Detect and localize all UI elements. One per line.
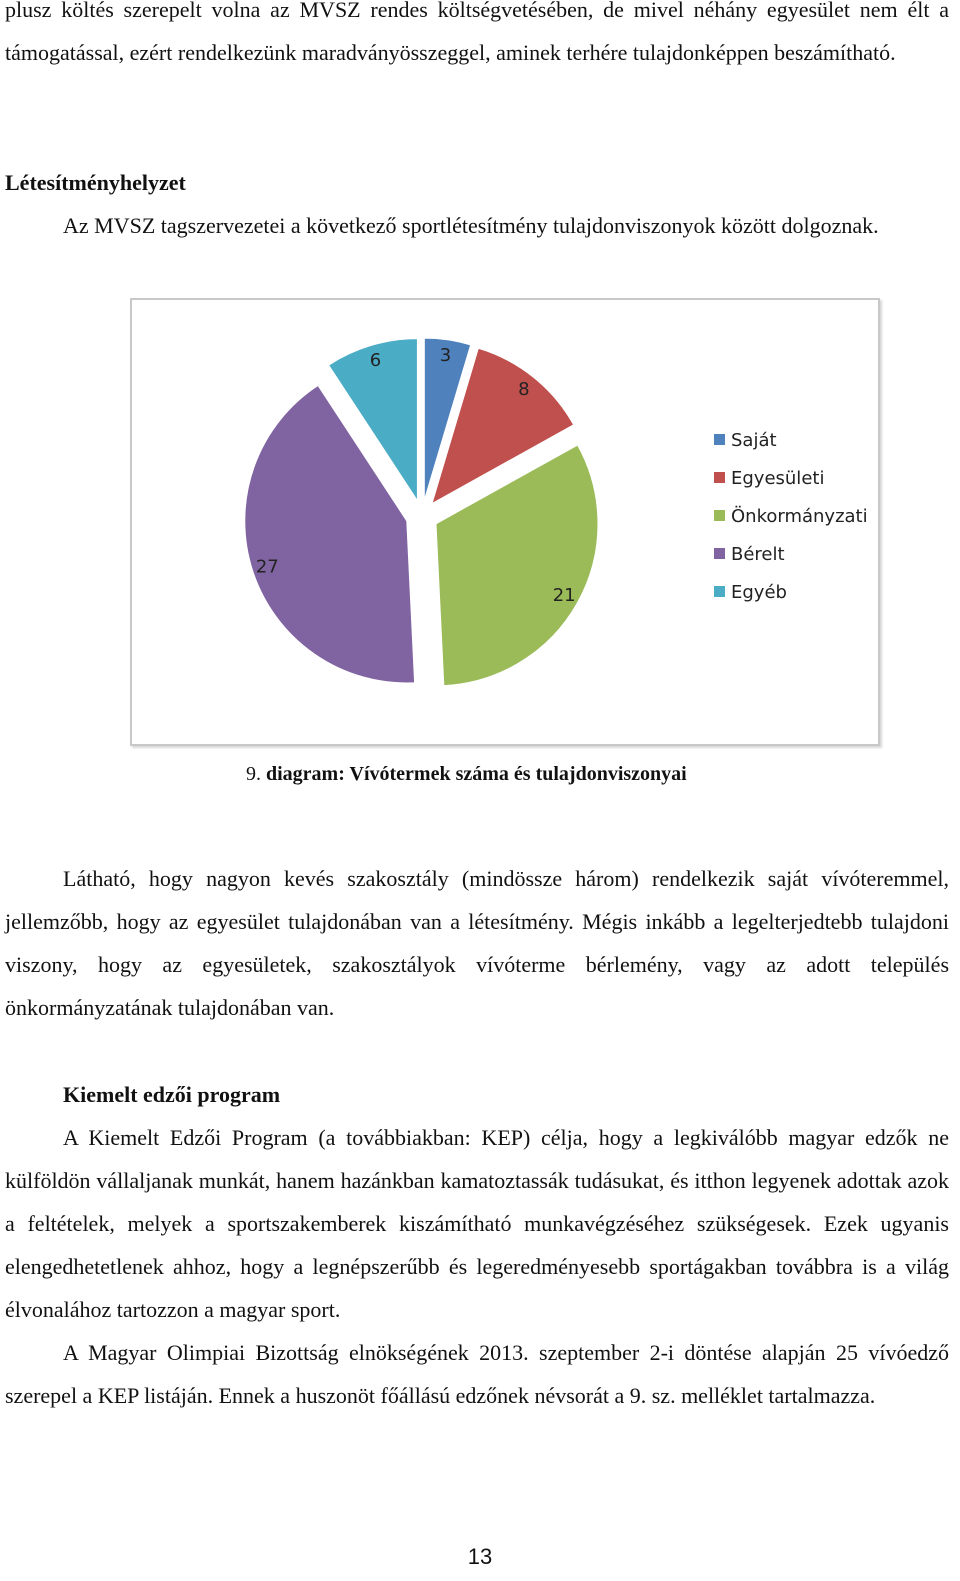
- legend-label-3: Bérelt: [731, 544, 785, 565]
- pie-chart-container: [130, 298, 880, 746]
- section-heading-facilities: Létesítményhelyzet: [5, 170, 186, 195]
- chart-caption: [246, 760, 687, 788]
- legend-label-2: Önkormányzati: [731, 506, 868, 527]
- pie-chart: [132, 300, 878, 744]
- page-number: 13: [467, 1544, 493, 1569]
- coach-program-paragraph-1: A Kiemelt Edzői Program (a továbbiakban: KEP) célja, hogy a legkiválóbb magyar edzők ne külföldön vállaljanak munkát, hanem hazánkban kamatoztassák tudásukat, és itthon legyenek adottak azok a feltételek, melyek a sportszakemberek kiszámítható munkavégzéséhez szükségesek. Ezek ugyanis elengedhetetlenek ahhoz, hogy a legnépszerűbb és legeredményesebb sportágakban továbbra is a világ élvonalához tartozzon a magyar sport.: [5, 1125, 949, 1322]
- intro-paragraph: plusz költés szerepelt volna az MVSZ rendes költségvetésében, de mivel néhány egyesület nem élt a támogatással, ezért rendelkezünk maradványösszeggel, aminek terhére tulajdonképpen beszámítható.: [5, 0, 949, 65]
- pie-data-label-3: 27: [255, 556, 279, 578]
- facilities-paragraph: Az MVSZ tagszervezetei a következő sportlétesítmény tulajdonviszonyok között dolgoznak.: [63, 213, 879, 238]
- section-heading-coach-program: Kiemelt edzői program: [63, 1082, 281, 1107]
- legend-label-4: Egyéb: [731, 582, 787, 603]
- caption-text: diagram: Vívótermek száma és tulajdonviszonyai: [266, 763, 687, 785]
- coach-program-paragraph-2: A Magyar Olimpiai Bizottság elnökségének 2013. szeptember 2-i döntése alapján 25 vívóedző szerepel a KEP listáján. Ennek a huszonöt főállású edzőnek névsorát a 9. sz. melléklet tartalmazza.: [5, 1340, 949, 1408]
- caption-number: 9.: [246, 763, 261, 785]
- pie-data-label-0: 3: [439, 345, 452, 367]
- legend-swatch-0: [714, 434, 725, 445]
- pie-data-label-2: 21: [552, 585, 576, 607]
- legend-label-1: Egyesületi: [731, 468, 825, 489]
- legend-swatch-1: [714, 472, 725, 483]
- pie-data-label-1: 8: [518, 379, 530, 401]
- pie-data-label-4: 6: [369, 350, 382, 372]
- chart-legend: [714, 430, 868, 603]
- pie-slices: [245, 338, 598, 685]
- legend-swatch-2: [714, 510, 725, 521]
- analysis-paragraph: Látható, hogy nagyon kevés szakosztály (mindössze három) rendelkezik saját vívóteremmel, jellemzőbb, hogy az egyesület tulajdonában van a létesítmény. Mégis inkább a legelterjedtebb tulajdoni viszony, hogy az egyesületek, szakosztályok vívóterme bérlemény, vagy az adott település önkormányzatának tulajdonában van.: [5, 866, 949, 1020]
- legend-swatch-3: [714, 548, 725, 559]
- legend-label-0: Saját: [731, 430, 777, 451]
- legend-swatch-4: [714, 586, 725, 597]
